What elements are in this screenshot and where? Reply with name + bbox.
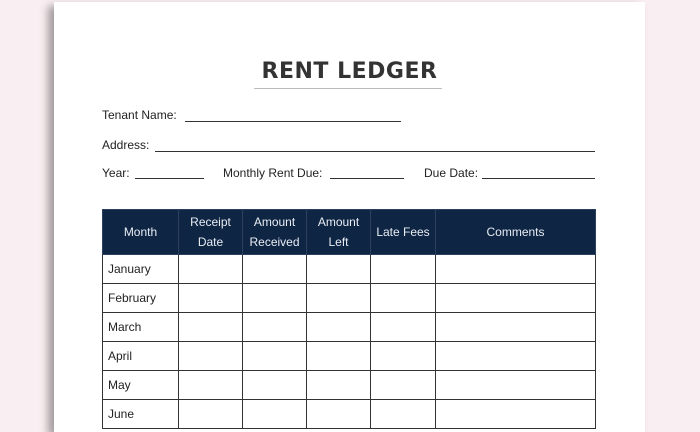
column-header-line: Comments bbox=[486, 225, 545, 239]
column-header bbox=[307, 210, 371, 255]
entry-cell[interactable] bbox=[179, 371, 243, 400]
entry-cell[interactable] bbox=[436, 313, 596, 342]
entry-cell[interactable] bbox=[371, 371, 436, 400]
column-header-line: Receipt bbox=[190, 215, 231, 229]
column-header bbox=[371, 210, 436, 255]
entry-cell[interactable] bbox=[371, 284, 436, 313]
column-header-line: Received bbox=[249, 235, 300, 249]
table-row bbox=[103, 371, 596, 400]
entry-cell[interactable] bbox=[243, 400, 307, 429]
tenant-name-field[interactable] bbox=[185, 121, 401, 122]
entry-cell[interactable] bbox=[243, 284, 307, 313]
column-header-line: Left bbox=[328, 235, 349, 249]
entry-cell[interactable] bbox=[307, 255, 371, 284]
entry-cell[interactable] bbox=[307, 284, 371, 313]
month-cell: January bbox=[103, 255, 179, 284]
month-cell: April bbox=[103, 342, 179, 371]
monthly-rent-due-field[interactable] bbox=[330, 178, 404, 179]
entry-cell[interactable] bbox=[436, 342, 596, 371]
entry-cell[interactable] bbox=[243, 371, 307, 400]
entry-cell[interactable] bbox=[307, 371, 371, 400]
column-header-line: Date bbox=[197, 235, 224, 249]
entry-cell[interactable] bbox=[436, 255, 596, 284]
ledger-table bbox=[102, 209, 596, 429]
due-date-label: Due Date: bbox=[424, 166, 479, 180]
address-label: Address: bbox=[102, 138, 150, 152]
entry-cell[interactable] bbox=[179, 255, 243, 284]
month-cell: February bbox=[103, 284, 179, 313]
entry-cell[interactable] bbox=[243, 255, 307, 284]
table-row bbox=[103, 400, 596, 429]
year-label: Year: bbox=[102, 166, 130, 180]
column-header-line: Month bbox=[123, 225, 158, 239]
entry-cell[interactable] bbox=[371, 255, 436, 284]
entry-cell[interactable] bbox=[179, 342, 243, 371]
tenant-name-label: Tenant Name: bbox=[102, 108, 177, 122]
address-field[interactable] bbox=[155, 151, 595, 152]
entry-cell[interactable] bbox=[179, 313, 243, 342]
entry-cell[interactable] bbox=[436, 371, 596, 400]
table-row bbox=[103, 255, 596, 284]
entry-cell[interactable] bbox=[371, 400, 436, 429]
table-row bbox=[103, 284, 596, 313]
column-header-line: Amount bbox=[253, 215, 296, 229]
entry-cell[interactable] bbox=[243, 313, 307, 342]
column-header-line: Amount bbox=[317, 215, 360, 229]
column-header bbox=[179, 210, 243, 255]
entry-cell[interactable] bbox=[371, 313, 436, 342]
month-cell: March bbox=[103, 313, 179, 342]
due-date-field[interactable] bbox=[482, 178, 595, 179]
ledger-page bbox=[54, 2, 645, 432]
entry-cell[interactable] bbox=[179, 400, 243, 429]
column-header-line: Late Fees bbox=[376, 225, 430, 239]
monthly-rent-due-label: Monthly Rent Due: bbox=[223, 166, 323, 180]
entry-cell[interactable] bbox=[436, 284, 596, 313]
table-header-row bbox=[103, 210, 596, 255]
table-row bbox=[103, 342, 596, 371]
column-header bbox=[243, 210, 307, 255]
column-header bbox=[436, 210, 596, 255]
entry-cell[interactable] bbox=[371, 342, 436, 371]
year-field[interactable] bbox=[135, 178, 204, 179]
table-row bbox=[103, 313, 596, 342]
entry-cell[interactable] bbox=[243, 342, 307, 371]
title-underline bbox=[254, 88, 442, 89]
page-title: RENT LEDGER bbox=[261, 59, 438, 84]
entry-cell[interactable] bbox=[436, 400, 596, 429]
month-cell: May bbox=[103, 371, 179, 400]
entry-cell[interactable] bbox=[179, 284, 243, 313]
entry-cell[interactable] bbox=[307, 313, 371, 342]
column-header bbox=[103, 210, 179, 255]
entry-cell[interactable] bbox=[307, 400, 371, 429]
entry-cell[interactable] bbox=[307, 342, 371, 371]
month-cell: June bbox=[103, 400, 179, 429]
